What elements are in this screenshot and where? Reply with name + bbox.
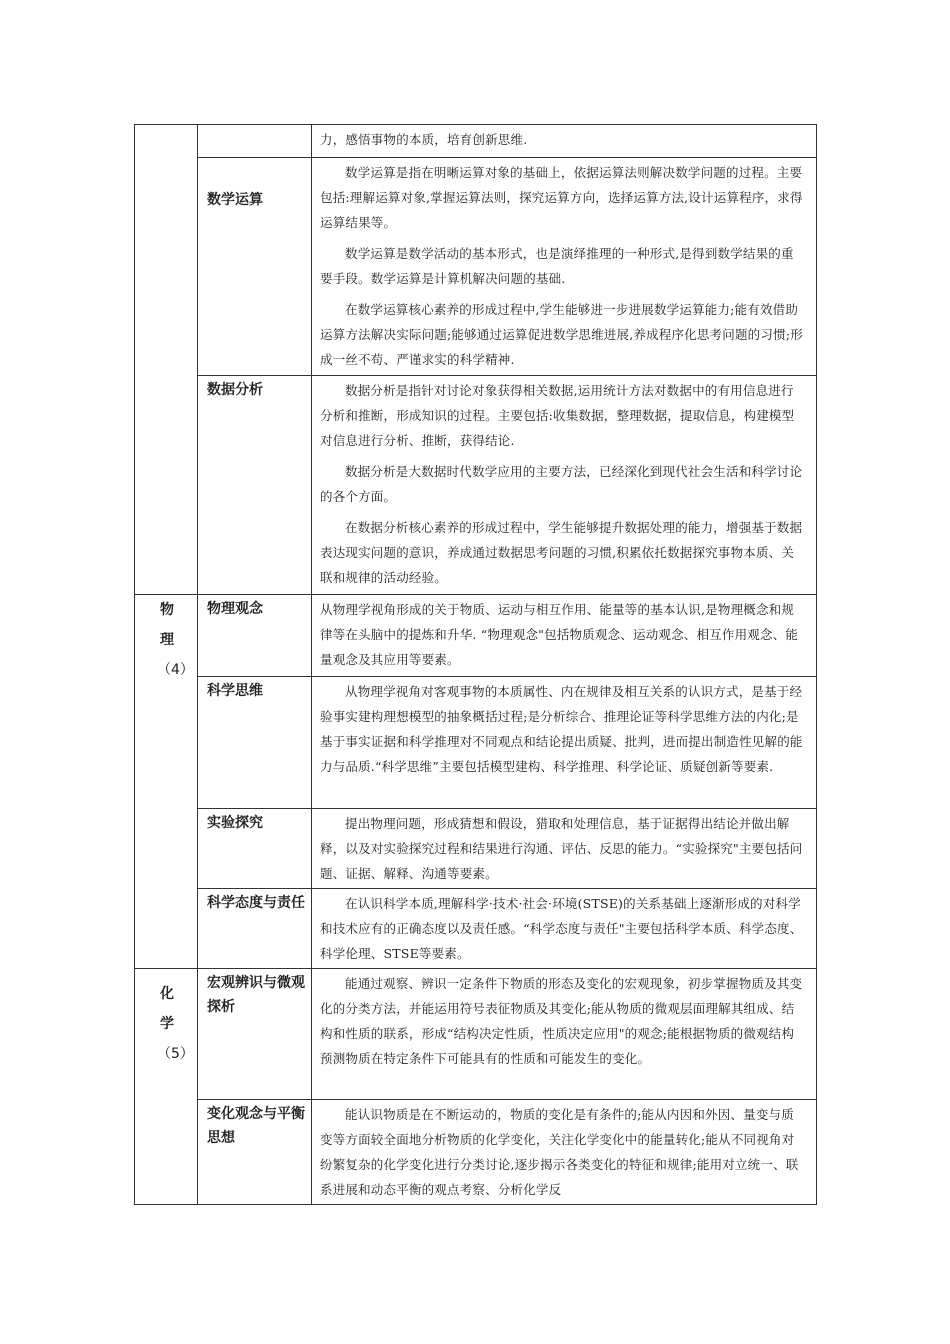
component-label: 科学思维 xyxy=(207,683,263,699)
description-cell: 能认识物质是在不断运动的，物质的变化是有条件的;能从内因和外因、量变与质变等方面较全面地分析物质的化学变化，关注化学变化中的能量转化;能从不同视角对纷繁复杂的化学变化进行分类讨论,逐步揭示各类变化的特征和规律;能用对立统一、联系进展和动态平衡的观点考察、分析化学反 xyxy=(312,1100,817,1205)
component-cell xyxy=(198,376,312,595)
component-label: 数学运算 xyxy=(207,192,263,208)
table-row xyxy=(135,595,817,677)
description-cell: 从物理学视角形成的关于物质、运动与相互作用、能量等的基本认识,是物理概念和规律等在头脑中的提炼和升华. “物理观念"包括物质观念、运动观念、相互作用观念、能量观念及其应用等要素。 xyxy=(312,595,817,677)
subject-label: 学 xyxy=(160,1016,174,1032)
component-cell xyxy=(198,969,312,1100)
component-cell xyxy=(198,158,312,376)
subject-label: 物 xyxy=(160,602,174,618)
component-label: 变化观念与平衡思想 xyxy=(207,1106,305,1146)
component-label: 科学态度与责任 xyxy=(207,895,305,911)
component-cell xyxy=(198,889,312,969)
description-cell: 数据分析是指针对讨论对象获得相关数据,运用统计方法对数据中的有用信息进行分析和推断，形成知识的过程。主要包括:收集数据，整理数据，提取信息，构建模型对信息进行分析、推断，获得结论. 数据分析是大数据时代数学应用的主要方法，已经深化到现代社会生活和科学讨论的各个方面。 在数据分析核心素养的形成过程中，学生能够提升数据处理的能力，增强基于数据表达现实问题的意识，养成通过数据思考问题的习惯,积累依托数据探究事物本质、关联和规律的活动经验。 xyxy=(312,376,817,595)
description-cell: 力，感悟事物的本质，培育创新思维. xyxy=(312,125,817,158)
description-cell: 在认识科学本质,理解科学·技术·社会·环境(STSE)的关系基础上逐渐形成的对科学和技术应有的正确态度以及责任感。“科学态度与责任"主要包括科学本质、科学态度、科学伦理、STSE等要素。 xyxy=(312,889,817,969)
component-cell xyxy=(198,595,312,677)
component-cell xyxy=(198,809,312,889)
component-cell xyxy=(198,677,312,809)
core-competency-table xyxy=(134,124,817,1205)
subject-label: 化 xyxy=(160,986,174,1002)
description-cell: 从物理学视角对客观事物的本质属性、内在规律及相互关系的认识方式，是基于经验事实建构理想模型的抽象概括过程;是分析综合、推理论证等科学思维方法的内化;是基于事实证据和科学推理对不同观点和结论提出质疑、批判，进而提出制造性见解的能力与品质.“科学思维”主要包括模型建构、科学推理、科学论证、质疑创新等要素. xyxy=(312,677,817,809)
component-label: 实验探究 xyxy=(207,815,263,831)
table-row xyxy=(135,125,817,158)
table-row xyxy=(135,809,817,889)
subject-label: 理 xyxy=(160,632,174,648)
subject-number: （5） xyxy=(157,1046,194,1062)
description-cell: 提出物理问题，形成猜想和假设，猎取和处理信息，基于证据得出结论并做出解释，以及对实验探究过程和结果进行沟通、评估、反思的能力。“实验探究"主要包括问题、证据、解释、沟通等要素。 xyxy=(312,809,817,889)
subject-number: （4） xyxy=(157,662,194,678)
subject-cell-physics xyxy=(135,595,198,969)
table-row xyxy=(135,677,817,809)
component-cell xyxy=(198,1100,312,1205)
component-cell xyxy=(198,125,312,158)
table-row xyxy=(135,1100,817,1205)
table-row xyxy=(135,158,817,376)
table-row xyxy=(135,376,817,595)
component-label: 宏观辨识与微观探析 xyxy=(207,975,305,1015)
description-cell: 能通过观察、辨识一定条件下物质的形态及变化的宏观现象，初步掌握物质及其变化的分类方法，并能运用符号表征物质及其变化;能从物质的微观层面理解其组成、结构和性质的联系，形成“结构决定性质，性质决定应用"的观念;能根据物质的微观结构预测物质在特定条件下可能具有的性质和可能发生的变化。 xyxy=(312,969,817,1100)
table-row xyxy=(135,969,817,1100)
component-label: 数据分析 xyxy=(207,382,263,398)
table-row xyxy=(135,889,817,969)
subject-cell-chemistry xyxy=(135,969,198,1205)
subject-cell-math xyxy=(135,125,198,595)
description-cell: 数学运算是指在明晰运算对象的基础上，依据运算法则解决数学问题的过程。主要包括:理解运算对象,掌握运算法则，探究运算方向，选择运算方法,设计运算程序，求得运算结果等。 数学运算是数学活动的基本形式，也是演绎推理的一种形式,是得到数学结果的重要手段。数学运算是计算机解决问题的基础. 在数学运算核心素养的形成过程中,学生能够进一步进展数学运算能力;能有效借助运算方法解决实际问题;能够通过运算促进数学思维进展,养成程序化思考问题的习惯;形成一丝不苟、严谨求实的科学精神. xyxy=(312,158,817,376)
component-label: 物理观念 xyxy=(207,601,263,617)
